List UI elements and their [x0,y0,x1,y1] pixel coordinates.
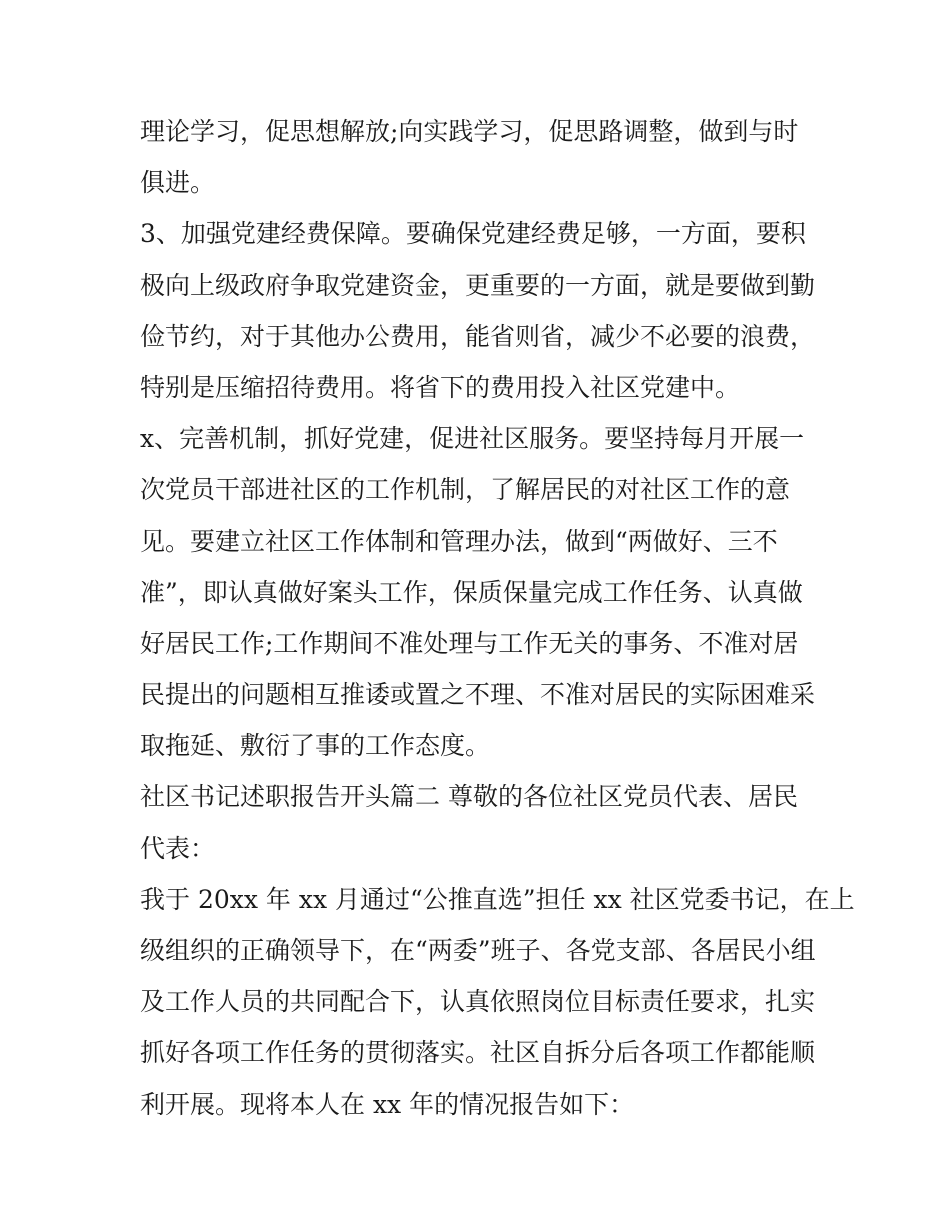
text-line: 极向上级政府争取党建资金，更重要的一方面，就是要做到勤 [140,270,816,300]
text-line: 级组织的正确领导下，在“两委”班子、各党支部、各居民小组 [140,936,816,965]
text-line: 民提出的问题相互推诿或置之不理、不准对居民的实际困难采 [140,680,816,710]
text-line: 代表： [140,833,216,863]
text-line: 我于 20xx 年 xx 月通过“公推直选”担任 xx 社区党委书记，在上 [140,884,855,914]
text-line: 特别是压缩招待费用。将省下的费用投入社区党建中。 [140,372,741,402]
section-heading-line: 社区书记述职报告开头篇二 尊敬的各位社区党员代表、居民 [140,782,798,812]
text-line: 准”，即认真做好案头工作，保质保量完成工作任务、认真做 [140,577,803,607]
text-line: 抓好各项工作任务的贯彻落实。社区自拆分后各项工作都能顺 [140,1038,816,1068]
text-line: 次党员干部进社区的工作机制，了解居民的对社区工作的意 [140,475,791,505]
text-line: 俱进。 [140,168,216,198]
text-line: 及工作人员的共同配合下，认真依照岗位目标责任要求，扎实 [140,987,816,1017]
text-line: 俭节约，对于其他办公费用，能省则省，减少不必要的浪费， [140,321,816,351]
document-body [140,106,855,1130]
text-line: 利开展。现将本人在 xx 年的情况报告如下： [140,1089,635,1119]
text-line: 好居民工作;工作期间不准处理与工作无关的事务、不准对居 [140,628,799,658]
text-line: 取拖延、敷衍了事的工作态度。 [140,731,491,761]
text-line: 3、加强党建经费保障。要确保党建经费足够，一方面，要积 [140,219,806,249]
text-line: 见。要建立社区工作体制和管理办法，做到“两做好、三不 [140,526,778,556]
text-line: x、完善机制，抓好党建，促进社区服务。要坚持每月开展一 [140,424,805,454]
text-line: 理论学习，促思想解放;向实践学习，促思路调整，做到与时 [140,117,799,146]
